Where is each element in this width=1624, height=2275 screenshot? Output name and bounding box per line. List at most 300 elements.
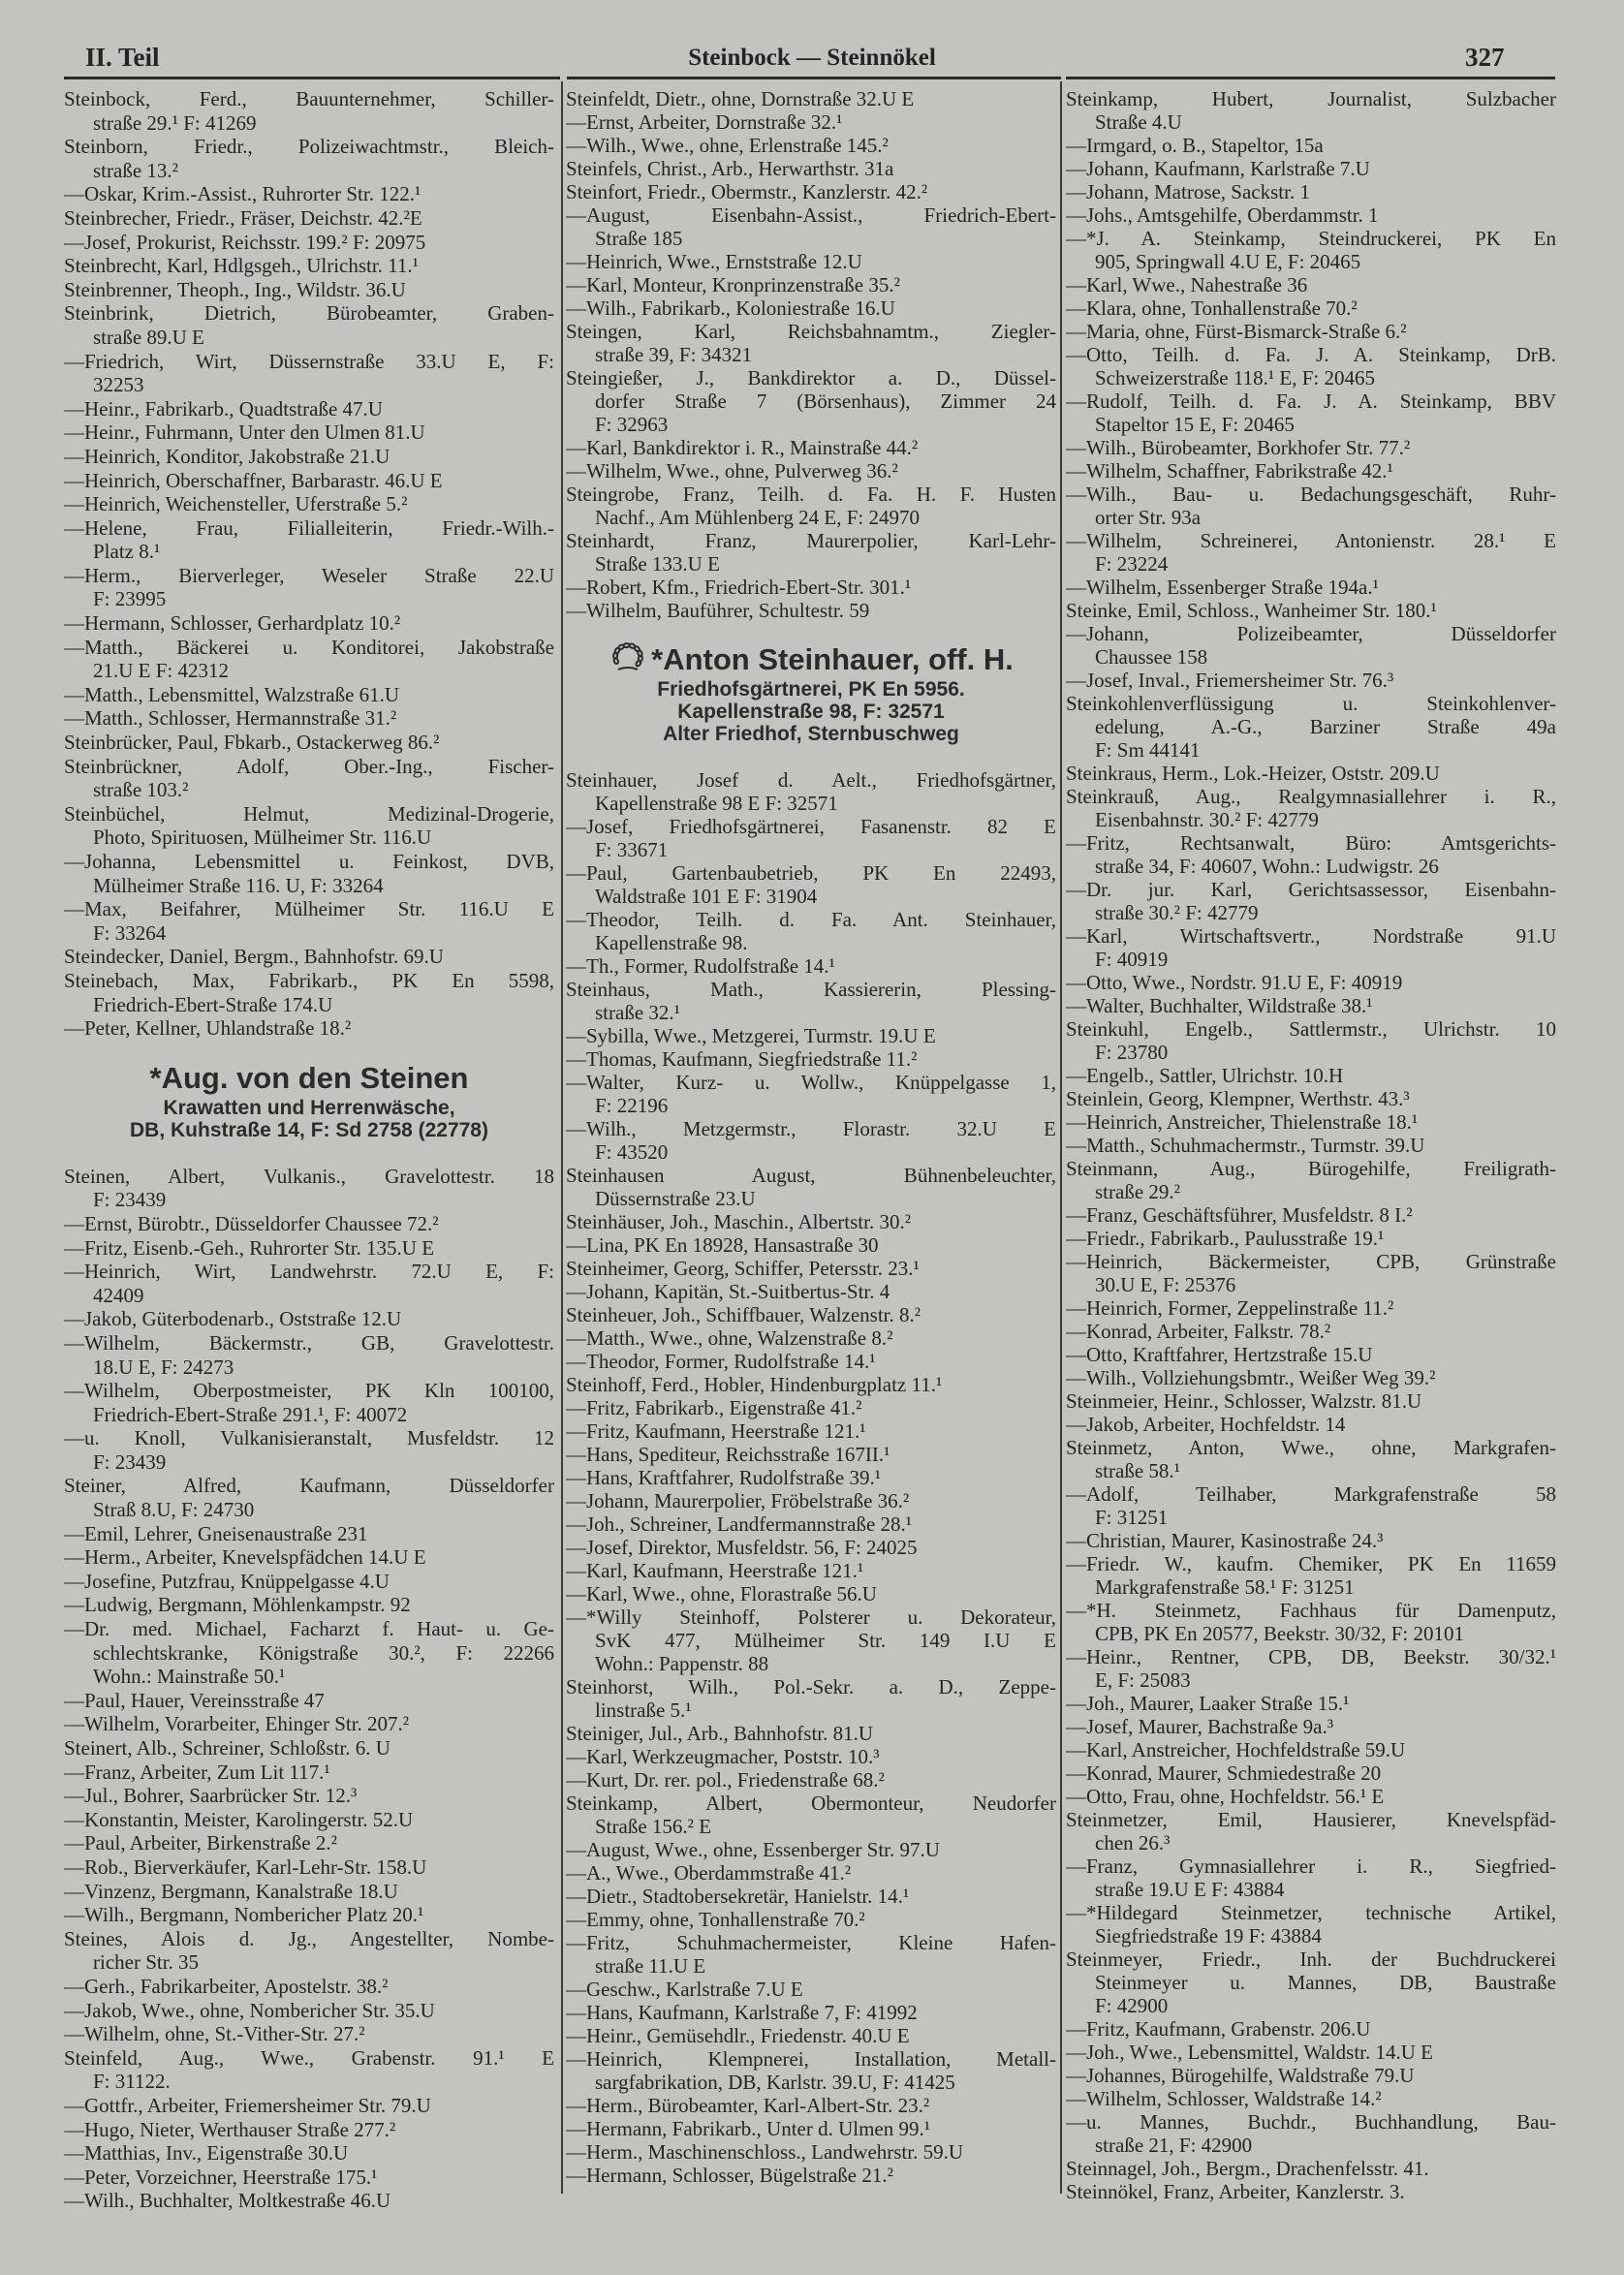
entry-line: —Fritz, Kaufmann, Grabenstr. 206.U — [1066, 2017, 1371, 2041]
directory-entry — [566, 2047, 1056, 2094]
entry-continuation-line: straße 39, F: 34321 — [595, 343, 753, 366]
directory-entry — [64, 1880, 554, 1904]
entry-continuation-line: Kapellenstraße 98 E F: 32571 — [595, 792, 838, 815]
directory-entry — [566, 1768, 1056, 1792]
entry-line: —Hans, Kaufmann, Karlstraße 7, F: 41992 — [566, 2001, 918, 2024]
directory-entry — [64, 564, 554, 611]
entry-line: —Josef, Direktor, Musfeldstr. 56, F: 24025 — [566, 1536, 918, 1559]
entry-line: —Robert, Kfm., Friedrich-Ebert-Str. 301.¹ — [566, 576, 912, 599]
directory-entry — [64, 1522, 554, 1546]
entry-line: Steingrobe, Franz, Teilh. d. Fa. H. F. Husten — [566, 483, 1056, 506]
entry-continuation-line: Photo, Spirituosen, Mülheimer Str. 116.U — [93, 826, 432, 850]
entry-continuation-line: Wohn.: Mainstraße 50.¹ — [93, 1665, 286, 1689]
entry-line: —Jakob, Arbeiter, Hochfeldstr. 14 — [1066, 1413, 1346, 1436]
entry-line: —Otto, Teilh. d. Fa. J. A. Steinkamp, DrB. — [1066, 343, 1556, 366]
directory-entry — [566, 1931, 1056, 1978]
directory-entry — [64, 1165, 554, 1212]
entry-continuation-line: straße 89.U E — [93, 325, 204, 349]
directory-entry — [64, 254, 554, 278]
directory-entry — [1066, 971, 1556, 994]
directory-entry — [566, 1605, 1056, 1675]
directory-entry — [64, 1331, 554, 1379]
entry-line: Steinfeld, Aug., Wwe., Grabenstr. 91.¹ E — [64, 2045, 554, 2070]
directory-entry — [566, 1117, 1056, 1164]
directory-entry — [566, 436, 1056, 459]
entry-line: Steinkamp, Albert, Obermonteur, Neudorfer — [566, 1792, 1056, 1815]
entry-line: Steinert, Alb., Schreiner, Schloßstr. 6. U — [64, 1736, 390, 1760]
directory-entry — [1066, 1645, 1556, 1692]
directory-entry — [64, 301, 554, 349]
entry-continuation-line: orter Str. 93a — [1095, 506, 1202, 529]
directory-entry — [64, 2046, 554, 2094]
directory-entry — [64, 469, 554, 493]
directory-entry — [1066, 1064, 1556, 1087]
directory-entry — [64, 2166, 554, 2190]
entry-continuation-line: Mülheimer Straße 116. U, F: 33264 — [93, 873, 384, 897]
directory-entry — [1066, 1296, 1556, 1320]
entry-line: —Helene, Frau, Filialleiterin, Friedr.-Wilh.- — [64, 515, 554, 540]
entry-line: —Wilhelm, Wwe., ohne, Pulverweg 36.² — [566, 459, 898, 483]
directory-entry — [1066, 1482, 1556, 1529]
entry-line: —Paul, Gartenbaubetrieb, PK En 22493, — [566, 861, 1056, 885]
directory-entry — [566, 1536, 1056, 1559]
directory-entry — [566, 908, 1056, 954]
entry-continuation-line: F: 33264 — [93, 920, 167, 945]
entry-line: —Sybilla, Wwe., Metzgerei, Turmstr. 19.U E — [566, 1024, 936, 1047]
entry-continuation-line: schlechtskranke, Königstraße 30.², F: 22266 — [93, 1640, 554, 1665]
directory-entry — [1066, 1854, 1556, 1901]
advertisement-line: DB, Kuhstraße 14, F: Sd 2758 (22778) — [130, 1118, 488, 1141]
directory-entry — [64, 1016, 554, 1041]
section-label: II. Teil — [85, 43, 160, 72]
entry-line: —Josefine, Putzfrau, Knüppelgasse 4.U — [64, 1569, 390, 1593]
directory-entry — [1066, 227, 1556, 273]
directory-entry — [1066, 669, 1556, 692]
entry-continuation-line: Markgrafenstraße 58.¹ F: 31251 — [1095, 1575, 1355, 1599]
directory-entry — [64, 802, 554, 850]
directory-entry — [64, 2022, 554, 2046]
directory-entry — [566, 1489, 1056, 1512]
directory-entry — [1066, 273, 1556, 296]
directory-entry — [566, 320, 1056, 366]
entry-line: Steinbrecher, Friedr., Fräser, Deichstr. 42.²E — [64, 205, 422, 230]
entry-line: —Wilh., Wwe., ohne, Erlenstraße 145.² — [566, 134, 889, 157]
directory-entry — [566, 1792, 1056, 1838]
directory-entry — [1066, 1017, 1556, 1064]
entry-line: Steingießer, J., Bankdirektor a. D., Düssel- — [566, 366, 1056, 390]
entry-line: Steinmann, Aug., Bürogehilfe, Freiligrath- — [1066, 1157, 1556, 1180]
entry-line: —*Hildegard Steinmetzer, technische Artikel, — [1066, 1901, 1556, 1924]
directory-entry — [1066, 622, 1556, 669]
directory-entry — [64, 206, 554, 231]
entry-line: —Theodor, Former, Rudolfstraße 14.¹ — [566, 1350, 876, 1373]
directory-entry — [566, 1303, 1056, 1326]
entry-continuation-line: straße 11.U E — [595, 1954, 706, 1978]
entry-line: —Fritz, Fabrikarb., Eigenstraße 41.² — [566, 1396, 862, 1419]
entry-continuation-line: sargfabrikation, DB, Karlstr. 39.U, F: 41425 — [595, 2071, 955, 2094]
entry-line: —Wilhelm, Vorarbeiter, Ehinger Str. 207.² — [64, 1712, 410, 1736]
directory-entry — [566, 1861, 1056, 1885]
entry-line: Steinhäuser, Joh., Maschin., Albertstr. 30.² — [566, 1210, 912, 1233]
directory-entry — [64, 731, 554, 755]
entry-line: Steingen, Karl, Reichsbahnamtm., Ziegler- — [566, 320, 1056, 343]
entry-continuation-line: richer Str. 35 — [93, 1950, 200, 1975]
entry-line: —Wilh., Bergmann, Nombericher Platz 20.¹ — [64, 1903, 424, 1927]
directory-entry — [64, 397, 554, 421]
entry-continuation-line: Wohn.: Pappenstr. 88 — [595, 1652, 769, 1675]
entry-line: —Wilhelm, Essenberger Straße 194a.¹ — [1066, 576, 1379, 599]
directory-entry — [1066, 2110, 1556, 2157]
directory-entry — [1066, 1227, 1556, 1250]
entry-line: —Johanna, Lebensmittel u. Feinkost, DVB, — [64, 850, 554, 873]
entry-line: —Walter, Buchhalter, Wildstraße 38.¹ — [1066, 994, 1373, 1017]
entry-line: Steinnökel, Franz, Arbeiter, Kanzlerstr. 3. — [1066, 2180, 1405, 2203]
directory-entry — [64, 1784, 554, 1808]
directory-entry — [566, 1838, 1056, 1861]
directory-entry — [64, 135, 554, 182]
entry-line: —Josef, Prokurist, Reichsstr. 199.² F: 20975 — [64, 230, 426, 254]
directory-entry — [1066, 203, 1556, 227]
directory-entry — [1066, 599, 1556, 622]
directory-entry — [64, 1712, 554, 1736]
entry-line: Steinkohlenverflüssigung u. Steinkohlenver- — [1066, 692, 1556, 715]
entry-line: Steinnagel, Joh., Bergm., Drachenfelsstr. 41. — [1066, 2157, 1429, 2180]
entry-continuation-line: Waldstraße 101 E F: 31904 — [595, 885, 818, 908]
entry-line: —*Willy Steinhoff, Polsterer u. Dekorateur, — [566, 1605, 1056, 1629]
entry-line: —Heinrich, Former, Zeppelinstraße 11.² — [1066, 1296, 1394, 1320]
directory-entry — [566, 1326, 1056, 1350]
entry-line: —Wilh., Fabrikarb., Koloniestraße 16.U — [566, 296, 895, 320]
entry-continuation-line: Platz 8.¹ — [93, 540, 161, 564]
directory-entry — [566, 599, 1056, 622]
directory-entry — [566, 2140, 1056, 2164]
directory-entry — [1066, 1413, 1556, 1436]
directory-entry — [1066, 459, 1556, 483]
entry-line: —Wilhelm, Schlosser, Waldstraße 14.² — [1066, 2087, 1382, 2110]
entry-line: —Emmy, ohne, Tonhallenstraße 70.² — [566, 1908, 865, 1931]
directory-entry — [64, 2094, 554, 2118]
directory-entry — [1066, 1203, 1556, 1227]
directory-entry — [64, 1617, 554, 1689]
entry-line: —Fritz, Schuhmachermeister, Kleine Hafen- — [566, 1931, 1056, 1954]
entry-line: —Theodor, Teilh. d. Fa. Ant. Steinhauer, — [566, 908, 1056, 931]
entry-line: —Paul, Hauer, Vereinsstraße 47 — [64, 1688, 325, 1712]
entry-continuation-line: Eisenbahnstr. 30.² F: 42779 — [1095, 808, 1319, 831]
directory-entry — [566, 110, 1056, 134]
directory-entry — [1066, 157, 1556, 180]
entry-line: —Peter, Vorzeichner, Heerstraße 175.¹ — [64, 2165, 378, 2189]
entry-line: —Wilhelm, Bäckermstr., GB, Gravelottestr. — [64, 1330, 554, 1355]
entry-continuation-line: chen 26.³ — [1095, 1831, 1171, 1854]
directory-entry — [64, 2118, 554, 2142]
directory-entry — [64, 1903, 554, 1927]
directory-entry — [64, 1736, 554, 1761]
directory-entry — [1066, 2017, 1556, 2041]
directory-entry — [566, 1373, 1056, 1396]
directory-entry — [566, 366, 1056, 436]
entry-line: —Hermann, Schlosser, Bügelstraße 21.² — [566, 2164, 893, 2187]
entry-line: —Heinrich, Bäckermeister, CPB, Grünstraße — [1066, 1250, 1556, 1273]
entry-line: —Johann, Polizeibeamter, Düsseldorfer — [1066, 622, 1556, 645]
entry-line: —Hugo, Nieter, Werthauser Straße 277.² — [64, 2117, 396, 2141]
directory-entry — [1066, 1785, 1556, 1808]
directory-entry — [566, 459, 1056, 483]
entry-line: —Engelb., Sattler, Ulrichstr. 10.H — [1066, 1064, 1344, 1087]
column-divider — [561, 81, 563, 2194]
entry-line: Steinbock, Ferd., Bauunternehmer, Schiller- — [64, 87, 554, 110]
entry-continuation-line: edelung, A.-G., Barziner Straße 49a — [1095, 715, 1556, 738]
entry-line: —Joh., Wwe., Lebensmittel, Waldstr. 14.U E — [1066, 2041, 1433, 2064]
directory-entry — [64, 1379, 554, 1426]
advertisement-title — [566, 641, 1056, 678]
directory-entry — [1066, 483, 1556, 529]
directory-entry — [1066, 831, 1556, 878]
entry-line: —Otto, Frau, ohne, Hochfeldstr. 56.¹ E — [1066, 1785, 1385, 1808]
entry-continuation-line: F: 43520 — [595, 1140, 669, 1164]
entry-line: —Wilh., Bau- u. Bedachungsgeschäft, Ruhr- — [1066, 483, 1556, 506]
entry-continuation-line: F: 23439 — [93, 1449, 167, 1474]
entry-continuation-line: straße 29.¹ F: 41269 — [93, 110, 257, 135]
entry-continuation-line: straße 103.² — [93, 778, 189, 802]
entry-continuation-line: straße 34, F: 40607, Wohn.: Ludwigstr. 26 — [1095, 855, 1439, 878]
entry-line: —Paul, Arbeiter, Birkenstraße 2.² — [64, 1831, 337, 1855]
entry-line: —Karl, Wwe., ohne, Florastraße 56.U — [566, 1582, 877, 1605]
directory-column-1 — [64, 87, 554, 2213]
entry-line: Steinfeldt, Dietr., ohne, Dornstraße 32.U E — [566, 87, 915, 110]
entry-line: —Fritz, Kaufmann, Heerstraße 121.¹ — [566, 1419, 866, 1443]
entry-line: —Emil, Lehrer, Gneisenaustraße 231 — [64, 1521, 368, 1545]
entry-line: —Franz, Geschäftsführer, Musfeldstr. 8 I.² — [1066, 1203, 1413, 1227]
entry-line: —Heinrich, Weichensteller, Uferstraße 5.² — [64, 492, 408, 516]
entry-line: —*J. A. Steinkamp, Steindruckerei, PK En — [1066, 227, 1556, 250]
entry-continuation-line: F: 31122. — [93, 2070, 171, 2094]
entry-line: —Hans, Spediteur, Reichsstraße 167II.¹ — [566, 1443, 890, 1466]
entry-line: Steiner, Alfred, Kaufmann, Düsseldorfer — [64, 1474, 554, 1498]
entry-line: —Karl, Bankdirektor i. R., Mainstraße 44.² — [566, 436, 919, 459]
entry-continuation-line: 18.U E, F: 24273 — [93, 1355, 234, 1379]
header-rule — [1066, 77, 1555, 79]
entry-line: —Josef, Inval., Friemersheimer Str. 76.³ — [1066, 669, 1394, 692]
directory-entry — [64, 1307, 554, 1331]
directory-entry — [566, 768, 1056, 815]
entry-continuation-line: Straße 4.U — [1095, 110, 1182, 134]
entry-continuation-line: Straße 185 — [595, 227, 683, 250]
directory-entry — [1066, 1738, 1556, 1761]
advertisement-line: Kapellenstraße 98, F: 32571 — [677, 701, 945, 723]
entry-line: —*H. Steinmetz, Fachhaus für Damenputz, — [1066, 1599, 1556, 1622]
entry-line: Steinkuhl, Engelb., Sattlermstr., Ulrichstr. 10 — [1066, 1017, 1556, 1041]
entry-line: —Oskar, Krim.-Assist., Ruhrorter Str. 122.¹ — [64, 182, 422, 206]
directory-entry — [1066, 2041, 1556, 2064]
column-divider — [1060, 81, 1062, 2194]
directory-entry — [1066, 2087, 1556, 2110]
entry-line: Steindecker, Daniel, Bergm., Bahnhofstr. 69.U — [64, 945, 444, 969]
directory-entry — [1066, 692, 1556, 762]
entry-line: —Ernst, Arbeiter, Dornstraße 32.¹ — [566, 110, 843, 134]
entry-line: —Konstantin, Meister, Karolingerstr. 52.U — [64, 1807, 414, 1831]
entry-line: —Josef, Maurer, Bachstraße 9a.³ — [1066, 1715, 1334, 1738]
directory-entry — [64, 492, 554, 516]
entry-line: —Irmgard, o. B., Stapeltor, 15a — [1066, 134, 1324, 157]
directory-entry — [64, 969, 554, 1016]
entry-continuation-line: Friedrich-Ebert-Straße 291.¹, F: 40072 — [93, 1402, 408, 1426]
directory-entry — [64, 683, 554, 707]
entry-line: —Johs., Amtsgehilfe, Oberdammstr. 1 — [1066, 203, 1379, 227]
directory-entry — [64, 1975, 554, 1999]
entry-line: Steinhorst, Wilh., Pol.-Sekr. a. D., Zeppe- — [566, 1675, 1056, 1698]
entry-line: —Ernst, Bürobtr., Düsseldorfer Chaussee 72.² — [64, 1211, 439, 1235]
directory-entry — [566, 180, 1056, 203]
entry-line: —Otto, Wwe., Nordstr. 91.U E, F: 40919 — [1066, 971, 1403, 994]
entry-line: Steinkraus, Herm., Lok.-Heizer, Oststr. 209.U — [1066, 762, 1440, 785]
directory-entry — [1066, 1529, 1556, 1552]
directory-entry — [566, 1885, 1056, 1908]
directory-entry — [64, 1831, 554, 1855]
entry-continuation-line: F: 23780 — [1095, 1041, 1169, 1064]
entry-line: —Heinr., Fuhrmann, Unter den Ulmen 81.U — [64, 421, 425, 445]
directory-entry — [64, 1761, 554, 1785]
entry-continuation-line: 32253 — [93, 373, 144, 397]
running-head-range: Steinbock — Steinnökel — [688, 45, 936, 71]
entry-line: —Karl, Wwe., Nahestraße 36 — [1066, 273, 1308, 296]
directory-entry — [1066, 1948, 1556, 2017]
entry-line: Steinbrückner, Adolf, Ober.-Ing., Fischer- — [64, 754, 554, 778]
entry-line: —Heinrich, Klempnerei, Installation, Metall- — [566, 2047, 1056, 2071]
directory-entry — [64, 87, 554, 135]
entry-line: —Hermann, Schlosser, Gerhardplatz 10.² — [64, 611, 401, 636]
directory-entry — [64, 706, 554, 731]
entry-continuation-line: straße 29.² — [1095, 1180, 1180, 1203]
entry-line: —Herm., Arbeiter, Knevelspfädchen 14.U E — [64, 1545, 426, 1570]
entry-line: Steinhaus, Math., Kassiererin, Plessing- — [566, 978, 1056, 1001]
advertisement-title — [64, 1060, 554, 1097]
directory-entry — [566, 1559, 1056, 1582]
directory-entry — [64, 1260, 554, 1307]
entry-line: Steinhardt, Franz, Maurerpolier, Karl-Lehr- — [566, 529, 1056, 552]
entry-continuation-line: straße 30.² F: 42779 — [1095, 901, 1259, 924]
entry-line: —Johann, Kapitän, St.-Suitbertus-Str. 4 — [566, 1280, 890, 1303]
entry-line: —Fritz, Rechtsanwalt, Büro: Amtsgerichts- — [1066, 831, 1556, 855]
entry-line: —Konrad, Arbeiter, Falkstr. 78.² — [1066, 1320, 1331, 1343]
directory-entry — [566, 1350, 1056, 1373]
directory-entry — [566, 954, 1056, 978]
directory-entry — [566, 1978, 1056, 2001]
directory-entry — [64, 278, 554, 302]
entry-continuation-line: straße 13.² — [93, 158, 178, 182]
directory-entry — [1066, 1250, 1556, 1296]
entry-continuation-line: F: 42900 — [1095, 1994, 1169, 2017]
entry-line: —Rob., Bierverkäufer, Karl-Lehr-Str. 158.U — [64, 1854, 427, 1879]
entry-line: —Th., Former, Rudolfstraße 14.¹ — [566, 954, 835, 978]
directory-entry — [566, 1071, 1056, 1117]
directory-entry — [566, 2094, 1056, 2117]
entry-continuation-line: 42409 — [93, 1283, 144, 1307]
entry-line: —Josef, Friedhofsgärtnerei, Fasanenstr. 82 E — [566, 815, 1056, 838]
entry-line: —Wilhelm, Oberpostmeister, PK Kln 100100, — [64, 1379, 554, 1403]
directory-entry — [64, 1808, 554, 1832]
directory-entry — [566, 250, 1056, 273]
directory-entry — [1066, 1715, 1556, 1738]
entry-line: Steinmetzer, Emil, Hausierer, Knevelspfäd- — [1066, 1808, 1556, 1831]
page-number: 327 — [1465, 43, 1505, 72]
entry-continuation-line: straße 58.¹ — [1095, 1459, 1180, 1482]
directory-entry — [566, 2164, 1056, 2187]
directory-entry — [566, 1419, 1056, 1443]
entry-line: —Herm., Bürobeamter, Karl-Albert-Str. 23.² — [566, 2094, 930, 2117]
entry-line: Steinmetz, Anton, Wwe., ohne, Markgrafen- — [1066, 1436, 1556, 1459]
entry-line: Steines, Alois d. Jg., Angestellter, Nombe- — [64, 1926, 554, 1950]
directory-entry — [64, 445, 554, 469]
directory-entry — [566, 1210, 1056, 1233]
header-rule — [567, 77, 1061, 79]
entry-continuation-line: Nachf., Am Mühlenberg 24 E, F: 24970 — [595, 506, 920, 529]
directory-entry — [1066, 994, 1556, 1017]
entry-line: —Heinrich, Konditor, Jakobstraße 21.U — [64, 444, 390, 468]
entry-line: Steinfort, Friedr., Obermstr., Kanzlerstr. 42.² — [566, 180, 928, 203]
entry-continuation-line: straße 21, F: 42900 — [1095, 2134, 1253, 2157]
directory-entry — [64, 611, 554, 636]
entry-continuation-line: Straße 156.² E — [595, 1815, 712, 1838]
entry-line: —Wilh., Metzgermstr., Florastr. 32.U E — [566, 1117, 1056, 1140]
entry-line: —Friedrich, Wirt, Düssernstraße 33.U E, F: — [64, 349, 554, 373]
entry-line: —Wilhelm, Bauführer, Schultestr. 59 — [566, 599, 870, 622]
entry-line: —August, Eisenbahn-Assist., Friedrich-Ebert- — [566, 203, 1056, 227]
directory-entry — [1066, 436, 1556, 459]
directory-entry — [64, 1426, 554, 1474]
directory-entry — [1066, 785, 1556, 831]
advertisement — [64, 1060, 554, 1141]
entry-line: —u. Mannes, Buchdr., Buchhandlung, Bau- — [1066, 2110, 1556, 2134]
entry-continuation-line: F: 23439 — [93, 1188, 167, 1212]
directory-entry — [64, 1855, 554, 1880]
entry-line: —Fritz, Eisenb.-Geh., Ruhrorter Str. 135.U E — [64, 1235, 435, 1260]
entry-continuation-line: straße 19.U E F: 43884 — [1095, 1878, 1285, 1901]
entry-line: —Heinr., Fabrikarb., Quadtstraße 47.U — [64, 396, 383, 421]
entry-continuation-line: F: 40919 — [1095, 948, 1169, 971]
directory-entry — [1066, 1599, 1556, 1645]
directory-entry — [566, 1675, 1056, 1722]
directory-entry — [64, 1474, 554, 1521]
entry-continuation-line: Steinmeyer u. Mannes, DB, Baustraße — [1095, 1971, 1556, 1994]
entry-line: —Matth., Schuhmachermstr., Turmstr. 39.U — [1066, 1134, 1425, 1157]
directory-entry — [64, 231, 554, 255]
entry-line: —Peter, Kellner, Uhlandstraße 18.² — [64, 1016, 352, 1041]
entry-continuation-line: straße 32.¹ — [595, 1001, 680, 1024]
entry-line: —Heinrich, Oberschaffner, Barbarastr. 46.U E — [64, 468, 443, 492]
entry-line: —Johann, Maurerpolier, Fröbelstraße 36.² — [566, 1489, 910, 1512]
advertisement-line: Alter Friedhof, Sternbuschweg — [663, 723, 959, 745]
entry-line: Steinkamp, Hubert, Journalist, Sulzbacher — [1066, 87, 1556, 110]
directory-entry — [64, 2141, 554, 2166]
entry-line: —Heinrich, Wwe., Ernststraße 12.U — [566, 250, 862, 273]
entry-line: —Johannes, Bürogehilfe, Waldstraße 79.U — [1066, 2064, 1415, 2087]
entry-line: Steinbrink, Dietrich, Bürobeamter, Graben- — [64, 301, 554, 326]
directory-entry — [64, 1689, 554, 1713]
entry-continuation-line: F: 31251 — [1095, 1506, 1169, 1529]
directory-column-3 — [1066, 87, 1556, 2203]
entry-line: —Jakob, Wwe., ohne, Nombericher Str. 35.U — [64, 1998, 435, 2022]
advertisement-line: Krawatten und Herrenwäsche, — [163, 1096, 455, 1119]
directory-entry — [1066, 343, 1556, 390]
directory-entry — [566, 296, 1056, 320]
entry-line: —Wilhelm, ohne, St.-Vither-Str. 27.² — [64, 2022, 365, 2046]
directory-entry — [1066, 529, 1556, 576]
directory-entry — [566, 1512, 1056, 1536]
entry-line: —Heinrich, Anstreicher, Thielenstraße 18.¹ — [1066, 1110, 1419, 1134]
entry-line: Steinbrecht, Karl, Hdlgsgeh., Ulrichstr. 11.¹ — [64, 254, 419, 278]
directory-entry — [1066, 1761, 1556, 1785]
directory-entry — [64, 516, 554, 564]
